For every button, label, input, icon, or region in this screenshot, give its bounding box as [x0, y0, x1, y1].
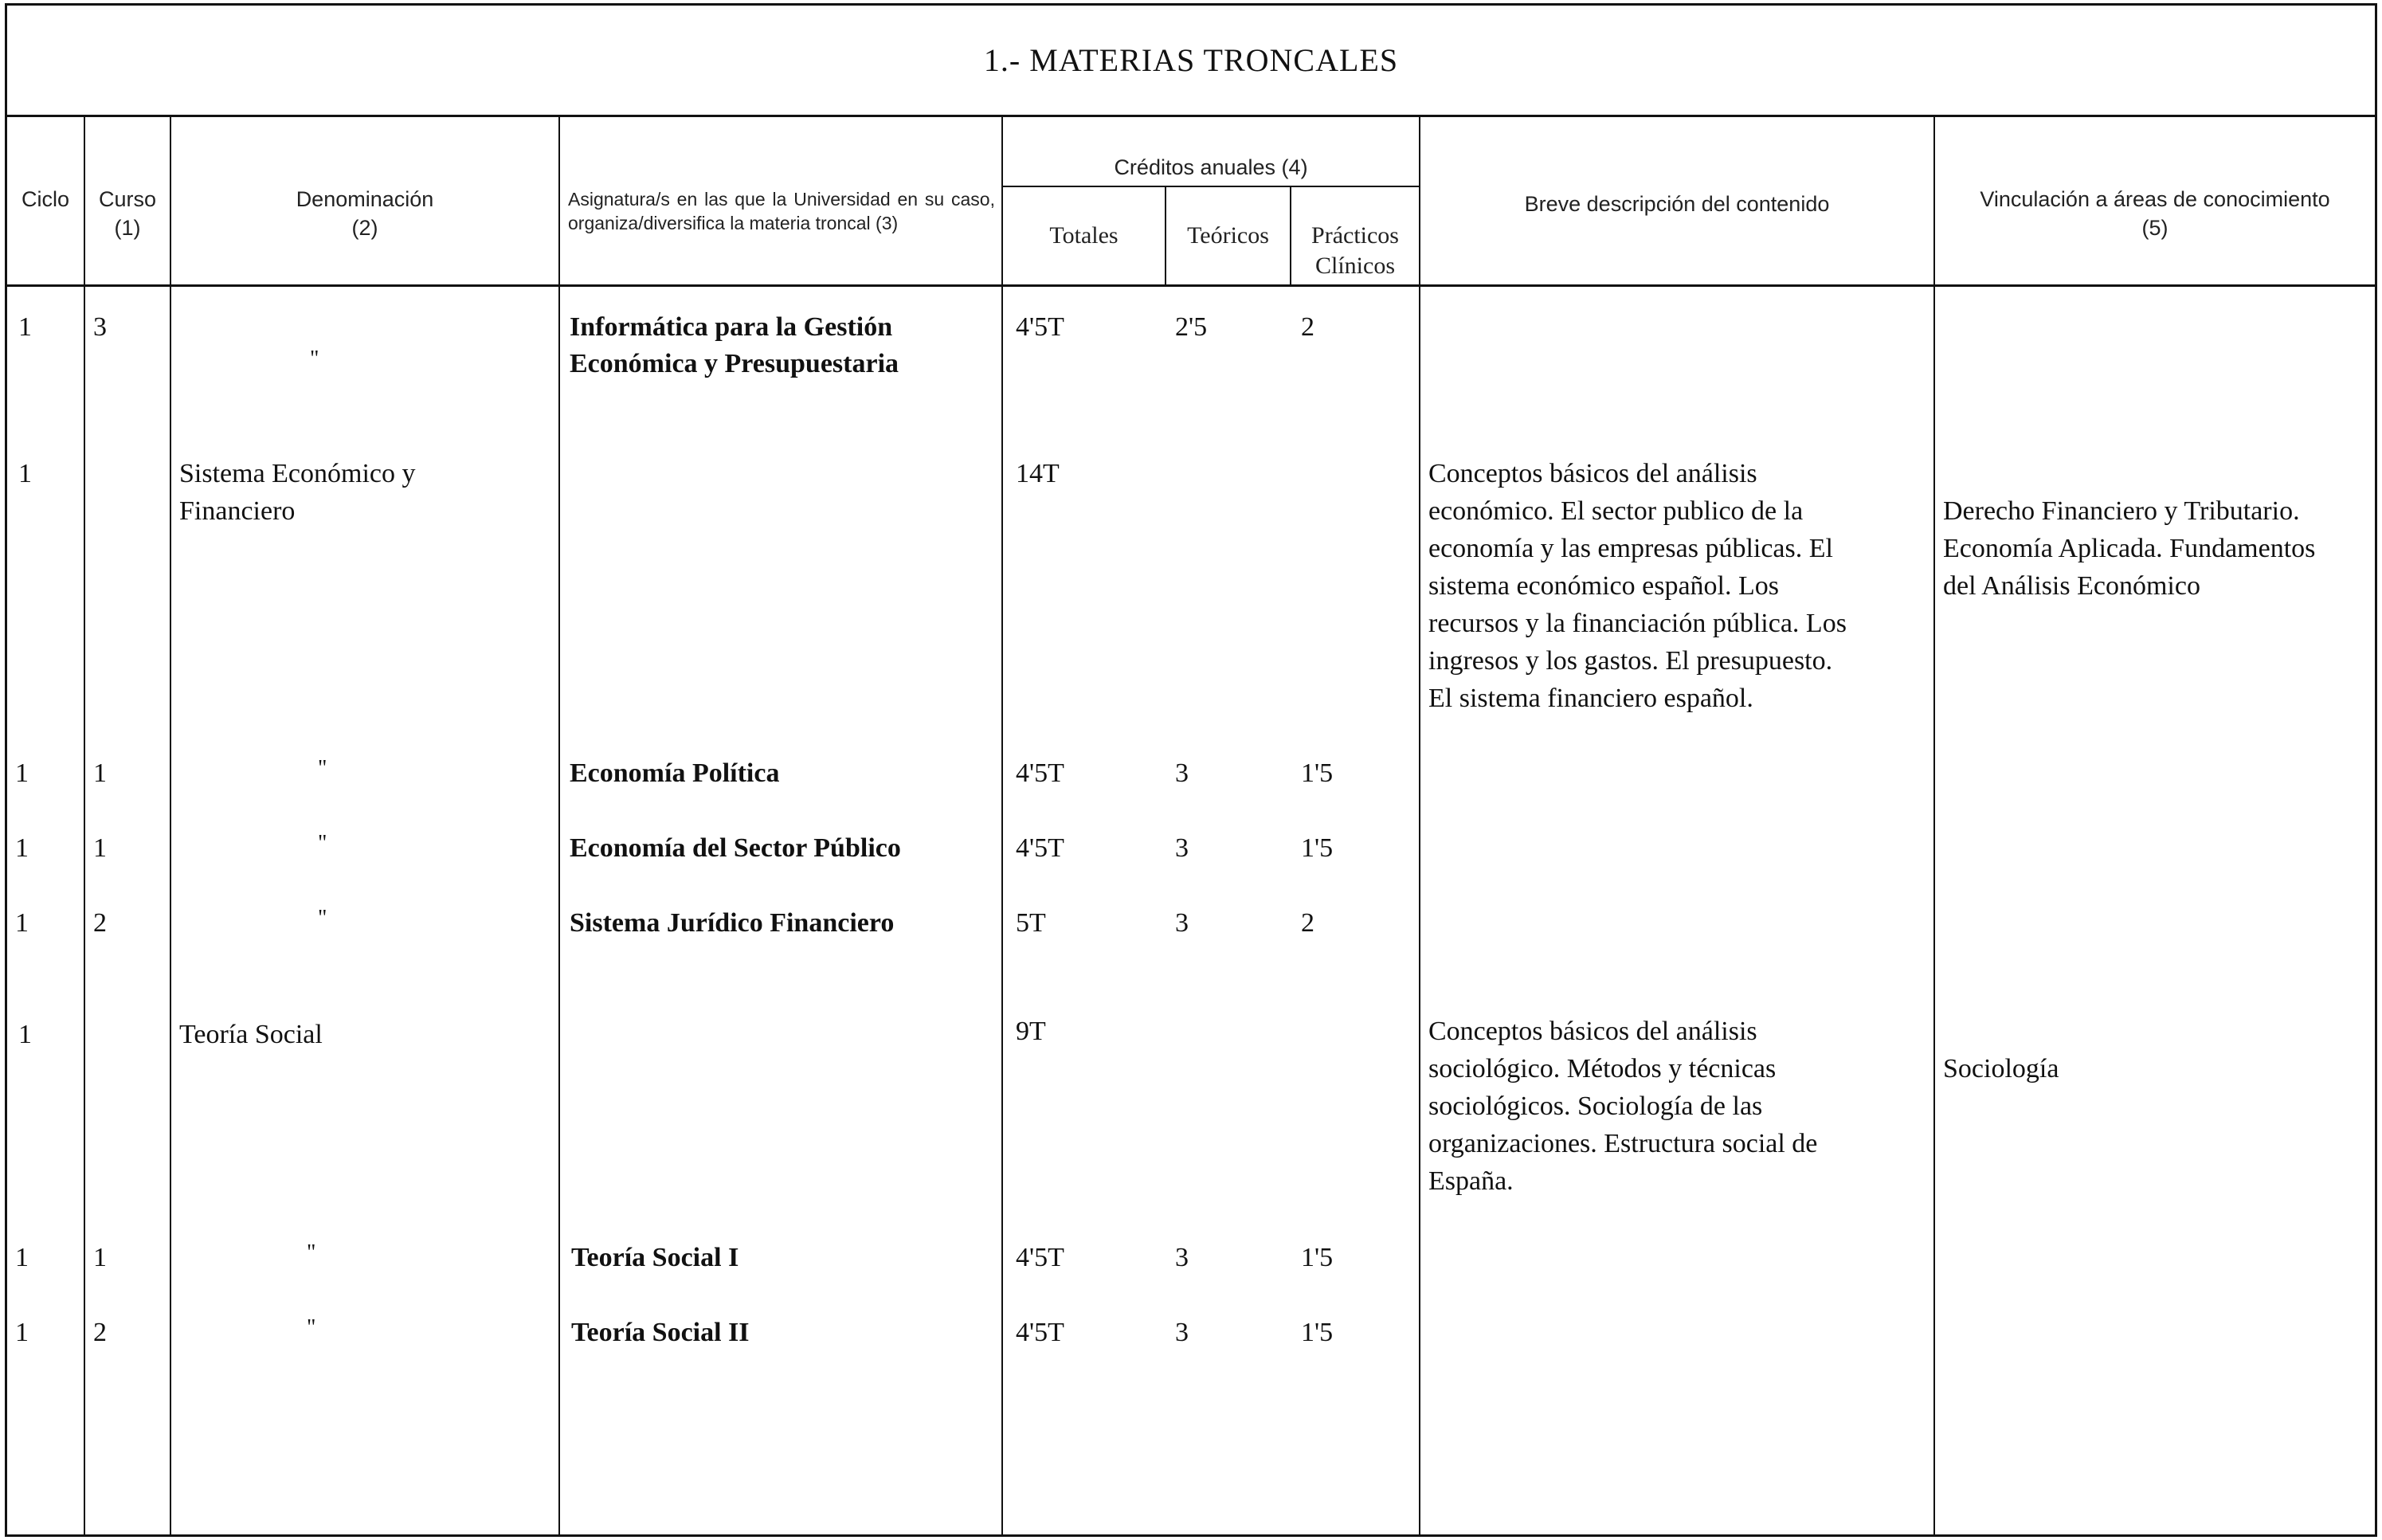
row-descripcion-line: organizaciones. Estructura social de	[1428, 1129, 1818, 1158]
row-teoricos: 3	[1175, 1318, 1189, 1347]
column-divider	[1419, 117, 1420, 1534]
column-divider	[1001, 117, 1003, 1534]
header-vinculacion: Vinculación a áreas de conocimiento	[1980, 187, 2330, 211]
row-descripcion-line: sociológico. Métodos y técnicas	[1428, 1054, 1777, 1083]
row-ciclo: 1	[15, 1243, 29, 1272]
row-totales: 4'5T	[1016, 1318, 1064, 1347]
column-divider	[170, 117, 171, 1534]
row-teoricos: 2'5	[1175, 312, 1208, 342]
row-denominacion-ditto: "	[318, 906, 327, 931]
row-practicos: 2	[1301, 312, 1314, 342]
column-divider	[84, 117, 85, 1534]
header-denominacion: Denominación	[296, 187, 434, 211]
row-totales: 4'5T	[1016, 758, 1064, 788]
row-descripcion-line: El sistema financiero español.	[1428, 684, 1753, 713]
row-descripcion-line: España.	[1428, 1166, 1514, 1196]
header-vinculacion-note: (5)	[2141, 216, 2168, 240]
row-vinculacion-line: Sociología	[1943, 1054, 2059, 1083]
row-descripcion-line: economía y las empresas públicas. El	[1428, 534, 1833, 563]
header-ciclo: Ciclo	[21, 187, 69, 211]
row-totales: 5T	[1016, 908, 1046, 938]
row-practicos: 1'5	[1301, 758, 1334, 788]
row-totales: 9T	[1016, 1017, 1046, 1046]
row-descripcion-line: ingresos y los gastos. El presupuesto.	[1428, 646, 1833, 676]
row-denominacion-ditto: "	[318, 831, 327, 856]
header-totales: Totales	[1049, 222, 1119, 249]
row-vinculacion-line: del Análisis Económico	[1943, 571, 2200, 601]
row-curso: 1	[93, 833, 107, 863]
row-practicos: 2	[1301, 908, 1314, 938]
row-denominacion-ditto: "	[307, 1315, 316, 1340]
row-vinculacion-line: Economía Aplicada. Fundamentos	[1943, 534, 2316, 563]
row-denominacion: Teoría Social	[179, 1020, 323, 1049]
credits-subheader-rule	[1001, 186, 1419, 187]
header-descripcion: Breve descripción del contenido	[1524, 192, 1830, 216]
row-teoricos: 3	[1175, 908, 1189, 938]
header-denominacion-note: (2)	[351, 216, 378, 240]
row-teoricos: 3	[1175, 758, 1189, 788]
row-denominacion-ditto: "	[307, 1240, 316, 1265]
header-teoricos: Teóricos	[1187, 222, 1269, 249]
header-creditos: Créditos anuales (4)	[1114, 155, 1308, 179]
row-totales: 4'5T	[1016, 312, 1064, 342]
header-practicos: Prácticos	[1311, 222, 1399, 249]
row-curso: 1	[93, 1243, 107, 1272]
row-ciclo: 1	[18, 459, 32, 488]
row-denominacion-ditto: "	[310, 347, 319, 371]
row-totales: 14T	[1016, 459, 1060, 488]
row-descripcion-line: recursos y la financiación pública. Los	[1428, 609, 1847, 638]
row-descripcion-line: sociológicos. Sociología de las	[1428, 1091, 1763, 1121]
row-curso: 3	[93, 312, 107, 342]
row-ciclo: 1	[15, 833, 29, 863]
row-teoricos: 3	[1175, 1243, 1189, 1272]
row-descripcion-line: sistema económico español. Los	[1428, 571, 1780, 601]
row-asignatura-line2: Económica y Presupuestaria	[570, 349, 899, 378]
row-denominacion-line2: Financiero	[179, 496, 296, 526]
row-asignatura: Teoría Social II	[571, 1318, 750, 1347]
row-practicos: 1'5	[1301, 1318, 1334, 1347]
row-ciclo: 1	[15, 908, 29, 938]
header-curso-note: (1)	[114, 216, 141, 240]
column-divider	[558, 117, 560, 1534]
row-curso: 2	[93, 1318, 107, 1347]
row-curso: 2	[93, 908, 107, 938]
row-ciclo: 1	[18, 1020, 32, 1049]
row-asignatura: Informática para la Gestión	[570, 312, 893, 342]
row-vinculacion-line: Derecho Financiero y Tributario.	[1943, 496, 2300, 526]
materias-troncales-table	[5, 3, 2377, 1537]
row-denominacion: Sistema Económico y	[179, 459, 416, 488]
row-asignatura: Economía Política	[570, 758, 780, 788]
row-denominacion-ditto: "	[318, 756, 327, 781]
row-descripcion-line: Conceptos básicos del análisis	[1428, 459, 1757, 488]
table-title: 1.- MATERIAS TRONCALES	[7, 6, 2375, 117]
row-ciclo: 1	[15, 758, 29, 788]
row-descripcion-line: económico. El sector publico de la	[1428, 496, 1804, 526]
row-asignatura: Economía del Sector Público	[570, 833, 901, 863]
row-descripcion-line: Conceptos básicos del análisis	[1428, 1017, 1757, 1046]
row-practicos: 1'5	[1301, 1243, 1334, 1272]
row-practicos: 1'5	[1301, 833, 1334, 863]
header-asignaturas: Asignatura/s en las que la Universidad en su caso, organiza/diversifica la materia troncal (3)	[568, 189, 995, 233]
column-divider	[1933, 117, 1935, 1534]
row-ciclo: 1	[18, 312, 32, 342]
header-rule	[7, 284, 2375, 287]
header-curso: Curso	[98, 187, 157, 211]
row-curso: 1	[93, 758, 107, 788]
row-asignatura: Sistema Jurídico Financiero	[570, 908, 895, 938]
row-teoricos: 3	[1175, 833, 1189, 863]
header-practicos-clinicos: Clínicos	[1314, 253, 1395, 279]
row-totales: 4'5T	[1016, 1243, 1064, 1272]
row-totales: 4'5T	[1016, 833, 1064, 863]
row-asignatura: Teoría Social I	[571, 1243, 739, 1272]
row-ciclo: 1	[15, 1318, 29, 1347]
